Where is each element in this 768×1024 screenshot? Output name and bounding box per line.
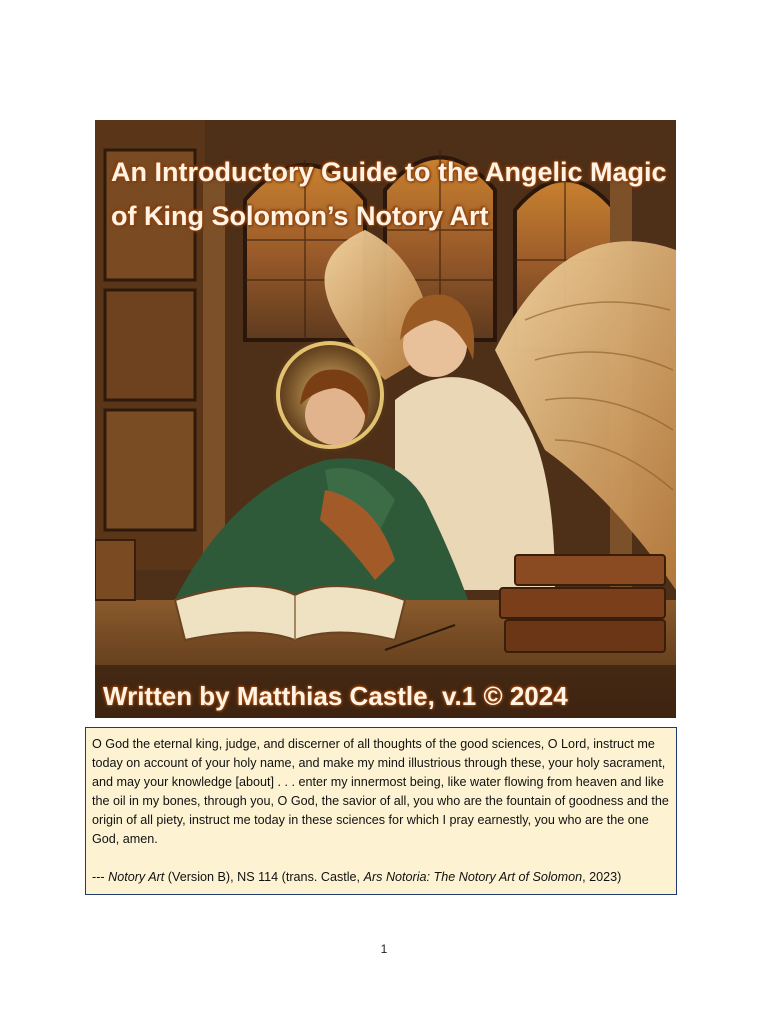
epigraph-citation xyxy=(92,868,670,887)
epigraph-text: O God the eternal king, judge, and discerner of all thoughts of the good sciences, O Lord, instruct me today on account of your holy name, and make my mind illustrious through these, your holy sacrament, and may your knowledge [about] . . . enter my innermost being, like water flowing from heaven and like the oil in my bones, through you, O God, the savior of all, you who are the fountain of goodness and the origin of all piety, instruct me today in these sciences for which I pray earnestly, you who are the one God, amen. xyxy=(92,737,669,846)
quote-box xyxy=(85,727,677,895)
citation-suffix: , 2023) xyxy=(582,870,622,884)
page-number: 1 xyxy=(380,942,388,956)
citation-work: Notory Art xyxy=(108,870,165,884)
citation-middle: (Version B), NS 114 (trans. Castle, xyxy=(164,870,364,884)
book-title: An Introductory Guide to the Angelic Magic of King Solomon’s Notory Art xyxy=(111,157,667,231)
citation-book: Ars Notoria: The Notory Art of Solomon xyxy=(363,870,583,884)
citation-prefix: --- xyxy=(92,870,109,884)
author-line: Written by Matthias Castle, v.1 © 2024 xyxy=(103,681,568,711)
cover-illustration xyxy=(95,120,676,718)
